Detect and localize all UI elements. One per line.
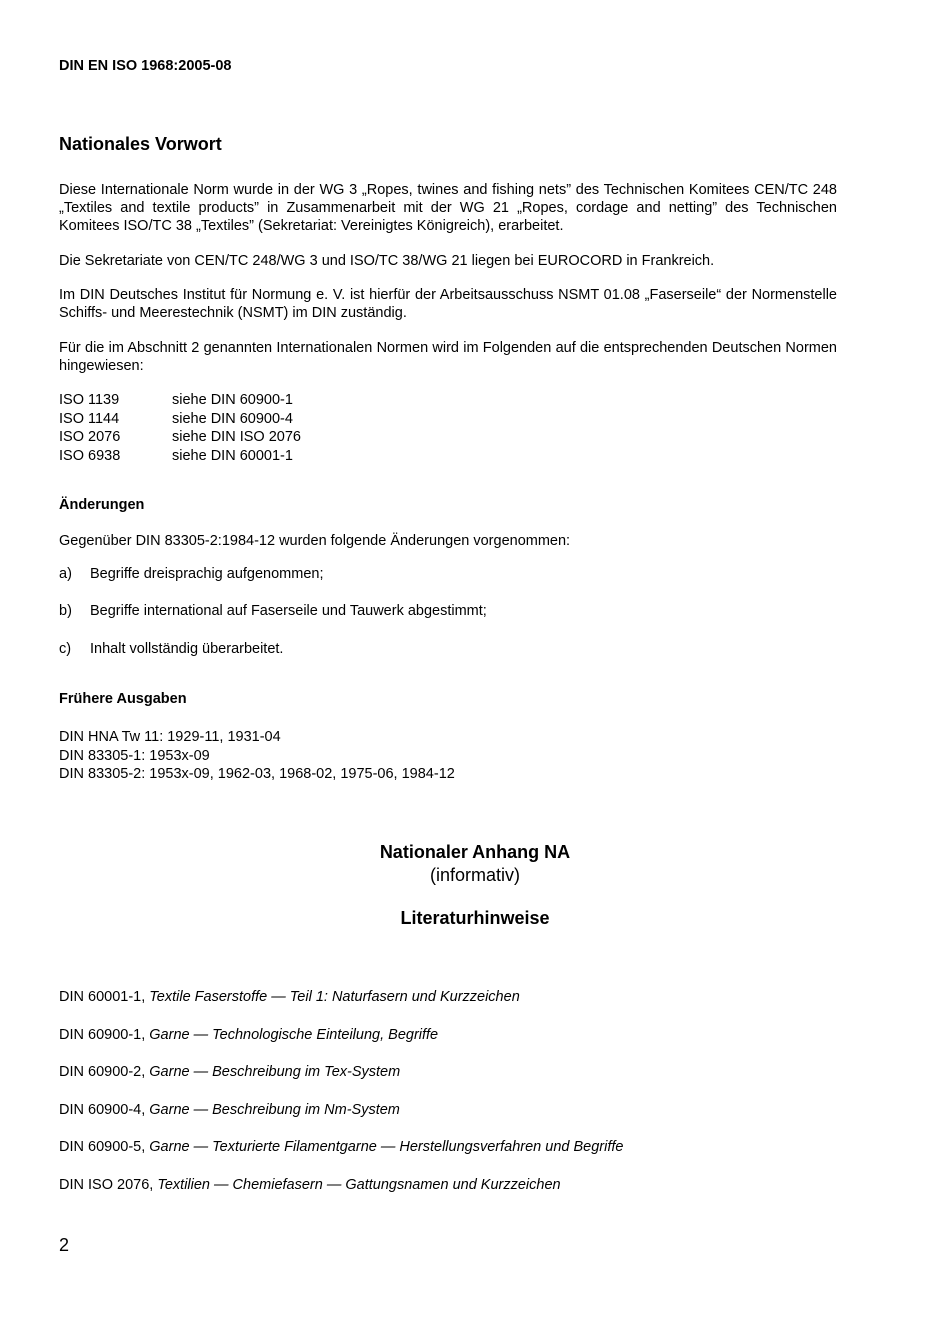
bibliography-item — [59, 989, 520, 1005]
reference-iso: ISO 1144 — [59, 410, 120, 427]
annex-title: Nationaler Anhang NA — [379, 842, 571, 862]
list-text: Begriffe international auf Faserseile und Tauwerk abgestimmt; — [90, 603, 487, 619]
bibliography-title: Literaturhinweise — [400, 908, 550, 928]
list-text: Begriffe dreisprachig aufgenommen; — [90, 566, 324, 582]
aenderungen-intro: Gegenüber DIN 83305-2:1984-12 wurden folgende Änderungen vorgenommen: — [59, 533, 571, 549]
bibliography-id: DIN 60900-5, — [59, 1139, 150, 1155]
reference-din: siehe DIN 60900-1 — [172, 392, 293, 408]
document-id: DIN EN ISO 1968:2005-08 — [59, 58, 232, 74]
section-title-vorwort: Nationales Vorwort — [59, 134, 222, 154]
list-item — [59, 603, 487, 619]
bibliography-id: DIN 60900-1, — [59, 1027, 150, 1043]
reference-row — [59, 428, 301, 447]
edition-line: DIN 83305-1: 1953x-09 — [59, 747, 210, 764]
list-text: Inhalt vollständig überarbeitet. — [90, 641, 284, 657]
annex-subtitle: (informativ) — [429, 865, 520, 885]
reference-row — [59, 391, 301, 410]
section-title-aenderungen: Änderungen — [59, 497, 145, 513]
section-title-fruehere-ausgaben: Frühere Ausgaben — [59, 691, 187, 707]
reference-din: siehe DIN 60001-1 — [172, 447, 293, 464]
bibliography-title-text: Garne — Beschreibung im Tex-System — [149, 1064, 401, 1080]
bibliography-id: DIN 60900-4, — [59, 1102, 150, 1118]
list-marker: a) — [59, 566, 72, 582]
previous-editions — [59, 728, 455, 784]
bibliography-id: DIN 60900-2, — [59, 1064, 150, 1080]
vorwort-paragraph-4: Für die im Abschnitt 2 genannten Internationalen Normen wird im Folgenden auf die entsprechenden Deutschen Normen hingewiesen: — [59, 340, 837, 374]
bibliography-item — [59, 1139, 623, 1155]
vorwort-paragraph-1: Diese Internationale Norm wurde in der WG 3 „Ropes, twines and fishing nets” des Technischen Komitees CEN/TC 248 „Textiles and textile products” in Zusammenarbeit mit der WG 21 „Ropes, cordage and netting” des Technischen Komitees ISO/TC 38 „Textiles” (Sekretariat: Vereinigtes Königreich), erarbeitet. — [59, 182, 837, 234]
bibliography-id: DIN 60001-1, — [59, 989, 150, 1005]
edition-line: DIN 83305-2: 1953x-09, 1962-03, 1968-02, 1975-06, 1984-12 — [59, 766, 455, 782]
reference-row — [59, 447, 301, 466]
list-marker: c) — [59, 641, 72, 657]
reference-iso: ISO 2076 — [59, 429, 121, 445]
vorwort-paragraph-3: Im DIN Deutsches Institut für Normung e. V. ist hierfür der Arbeitsausschuss NSMT 01.08 „Faserseile“ der Normenstelle Schiffs- und Meerestechnik (NSMT) im DIN zuständig. — [59, 287, 837, 321]
reference-row — [59, 410, 301, 429]
bibliography-title-text: Textilien — Chemiefasern — Gattungsnamen und Kurzzeichen — [157, 1177, 561, 1193]
reference-iso: ISO 1139 — [59, 392, 120, 408]
reference-table — [59, 391, 301, 465]
bibliography-title-text: Garne — Technologische Einteilung, Begriffe — [149, 1027, 439, 1043]
bibliography-item — [59, 1064, 400, 1080]
reference-din: siehe DIN ISO 2076 — [172, 429, 301, 445]
page-number: 2 — [59, 1235, 70, 1255]
reference-din: siehe DIN 60900-4 — [172, 410, 293, 427]
vorwort-paragraph-2: Die Sekretariate von CEN/TC 248/WG 3 und ISO/TC 38/WG 21 liegen bei EUROCORD in Frankreich. — [59, 253, 715, 269]
list-marker: b) — [59, 603, 72, 619]
bibliography-title-text: Textile Faserstoffe — Teil 1: Naturfasern und Kurzzeichen — [149, 989, 520, 1005]
bibliography-item — [59, 1177, 561, 1193]
list-item — [59, 641, 283, 657]
list-item — [59, 566, 323, 582]
reference-iso: ISO 6938 — [59, 447, 121, 464]
edition-line: DIN HNA Tw 11: 1929-11, 1931-04 — [59, 729, 281, 745]
bibliography-title-text: Garne — Beschreibung im Nm-System — [149, 1102, 400, 1118]
bibliography-item — [59, 1027, 438, 1043]
bibliography-item — [59, 1102, 400, 1118]
bibliography-title-text: Garne — Texturierte Filamentgarne — Herstellungsverfahren und Begriffe — [149, 1139, 624, 1155]
bibliography-id: DIN ISO 2076, — [59, 1177, 158, 1193]
